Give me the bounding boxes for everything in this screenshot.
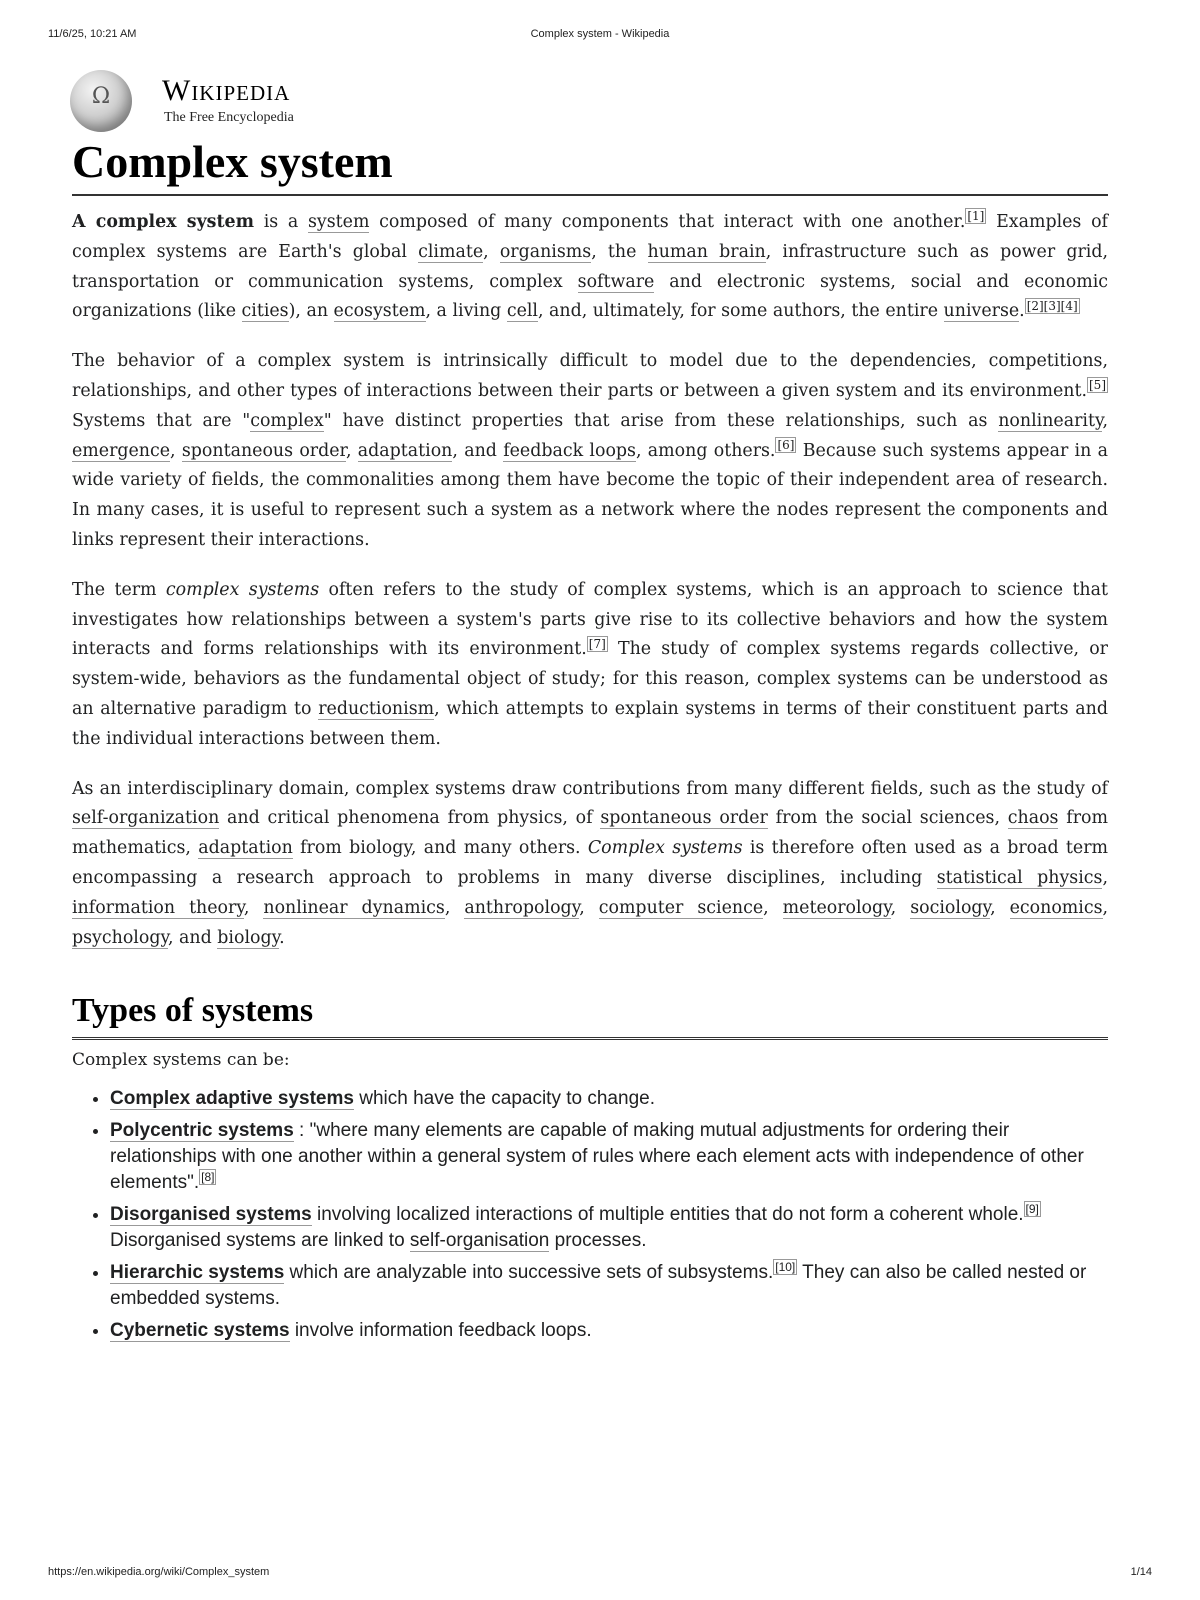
link-economics[interactable]: economics bbox=[1009, 897, 1103, 918]
link-cities[interactable]: cities bbox=[241, 301, 289, 322]
link-reductionism[interactable]: reductionism bbox=[318, 698, 435, 719]
link-self-organisation[interactable]: self-organisation bbox=[409, 1230, 550, 1252]
link-organisms[interactable]: organisms bbox=[499, 241, 592, 262]
wikipedia-wordmark: Wikipedia bbox=[162, 74, 291, 107]
link-self-organization[interactable]: self-organization bbox=[72, 808, 220, 829]
link-climate[interactable]: climate bbox=[418, 241, 484, 262]
print-page-title: Complex system - Wikipedia bbox=[530, 28, 670, 40]
print-url: https://en.wikipedia.org/wiki/Complex_system bbox=[48, 1566, 270, 1578]
paragraph-2: The behavior of a complex system is intrinsically difficult to model due to the dependencies, competitions, relationships, and other types of interactions between their parts or between a given system and its environment. [5] Systems that are "complex" have distinct properties that arise from these relationships, such as nonlinearity, emergence, spontaneous order, adaptation, and feedback loops, among others. [6] Because such systems appear in a wide variety of fields, the commonalities among them have become the topic of their independent area of research. In many cases, it is useful to represent such a system as a network where the nodes represent the components and links represent their interactions. bbox=[72, 351, 1108, 550]
link-anthropology[interactable]: anthropology bbox=[464, 897, 580, 918]
citation-10[interactable]: [10] bbox=[775, 1260, 796, 1274]
citation-5[interactable]: [5] bbox=[1089, 378, 1106, 393]
section-heading-types: Types of systems bbox=[72, 989, 1108, 1040]
link-software[interactable]: software bbox=[577, 271, 655, 292]
italic-term-2: Complex systems bbox=[587, 838, 743, 859]
link-information-theory[interactable]: information theory bbox=[72, 897, 244, 918]
link-cell[interactable]: cell bbox=[506, 301, 538, 322]
article-content bbox=[72, 134, 1108, 1350]
list-item: • Disorganised systems involving localized interactions of multiple entities that do not form a coherent whole. [9] Disorganised systems are linked to self-organisation processes. bbox=[110, 1202, 1108, 1254]
types-list bbox=[72, 1086, 1108, 1344]
citation-9[interactable]: [9] bbox=[1025, 1202, 1039, 1216]
list-item: • Cybernetic systems involve information feedback loops. bbox=[110, 1318, 1108, 1344]
link-system[interactable]: system bbox=[308, 212, 370, 232]
link-biology[interactable]: biology bbox=[217, 927, 280, 948]
link-sociology[interactable]: sociology bbox=[910, 897, 991, 918]
wikipedia-logo[interactable] bbox=[70, 68, 370, 134]
link-spontaneous-order[interactable]: spontaneous order bbox=[181, 440, 346, 461]
section-intro: Complex systems can be: bbox=[72, 1050, 290, 1071]
paragraph-1: A complex system is a system composed of many components that interact with one another. [1] Examples of complex systems are Earth's global climate, organisms, the human brain, infrastructure such as power grid, transportation or communication systems, complex software and electronic systems, social and economic organizations (like cities), an ecosystem, a living cell, and, ultimately, for some authors, the entire universe. [2][3][4] bbox=[72, 209, 1108, 322]
link-meteorology[interactable]: meteorology bbox=[782, 897, 891, 918]
wikipedia-tagline: The Free Encyclopedia bbox=[164, 110, 294, 125]
page-title: Complex system bbox=[72, 134, 1108, 196]
citation-7[interactable]: [7] bbox=[588, 636, 606, 651]
link-polycentric-systems[interactable]: Polycentric systems bbox=[110, 1120, 294, 1142]
italic-term: complex systems bbox=[165, 579, 320, 600]
link-cybernetic-systems[interactable]: Cybernetic systems bbox=[110, 1320, 290, 1342]
link-spontaneous-order-2[interactable]: spontaneous order bbox=[600, 808, 768, 829]
print-date: 11/6/25, 10:21 AM bbox=[48, 28, 137, 40]
print-footer bbox=[48, 1566, 1152, 1582]
link-psychology[interactable]: psychology bbox=[72, 927, 168, 948]
citation-1[interactable]: [1] bbox=[967, 209, 985, 224]
wikipedia-globe-icon: Ω bbox=[70, 70, 132, 132]
link-disorganised-systems[interactable]: Disorganised systems bbox=[110, 1204, 312, 1226]
link-computer-science[interactable]: computer science bbox=[598, 897, 764, 918]
list-item: • Complex adaptive systems which have the capacity to change. bbox=[110, 1086, 1108, 1112]
citation-8[interactable]: [8] bbox=[201, 1170, 215, 1184]
link-complex-adaptive-systems[interactable]: Complex adaptive systems bbox=[110, 1088, 354, 1110]
link-chaos[interactable]: chaos bbox=[1007, 808, 1059, 829]
link-emergence[interactable]: emergence bbox=[72, 440, 171, 461]
citation-2-3-4[interactable]: [2][3][4] bbox=[1026, 298, 1078, 313]
link-statistical-physics[interactable]: statistical physics bbox=[936, 867, 1103, 888]
paragraph-4: As an interdisciplinary domain, complex systems draw contributions from many different fields, such as the study of self-organization and critical phenomena from physics, of spontaneous order from the social sciences, chaos from mathematics, adaptation from biology, and many others. Complex systems is therefore often used as a broad term encompassing a research approach to problems in many diverse disciplines, including statistical physics, information theory, nonlinear dynamics, anthropology, computer science, meteorology, sociology, economics, psychology, and biology. bbox=[72, 778, 1109, 948]
link-feedback-loops[interactable]: feedback loops bbox=[503, 440, 636, 461]
paragraph-3: The term complex systems often refers to the study of complex systems, which is an approach to science that investigates how relationships between a system's parts give rise to its collective behaviors and how the system interacts and forms relationships with its environment. [7] The study of complex systems regards collective, or system-wide, behaviors as the fundamental object of study; for this reason, complex systems can be understood as an alternative paradigm to reductionism, which attempts to explain systems in terms of their constituent parts and the individual interactions between them. bbox=[72, 579, 1108, 749]
link-adaptation[interactable]: adaptation bbox=[357, 440, 453, 461]
link-universe[interactable]: universe bbox=[943, 301, 1020, 322]
link-complex[interactable]: complex bbox=[250, 410, 324, 431]
bold-term: A complex system bbox=[72, 212, 254, 232]
link-adaptation-2[interactable]: adaptation bbox=[198, 838, 293, 859]
link-nonlinearity[interactable]: nonlinearity bbox=[998, 410, 1103, 431]
print-header bbox=[48, 28, 1152, 44]
list-item: • Polycentric systems : "where many elements are capable of making mutual adjustments for ordering their relationships with one another within a general system of rules where each element acts with independence of other elements". [8] bbox=[110, 1118, 1108, 1196]
link-hierarchic-systems[interactable]: Hierarchic systems bbox=[110, 1262, 285, 1284]
link-human-brain[interactable]: human brain bbox=[647, 241, 766, 262]
citation-6[interactable]: [6] bbox=[777, 437, 795, 452]
link-ecosystem[interactable]: ecosystem bbox=[333, 301, 426, 322]
list-item: • Hierarchic systems which are analyzable into successive sets of subsystems. [10] They can also be called nested or embedded systems. bbox=[110, 1260, 1108, 1312]
print-page-number: 1/14 bbox=[1130, 1566, 1152, 1578]
link-nonlinear-dynamics[interactable]: nonlinear dynamics bbox=[263, 897, 445, 918]
